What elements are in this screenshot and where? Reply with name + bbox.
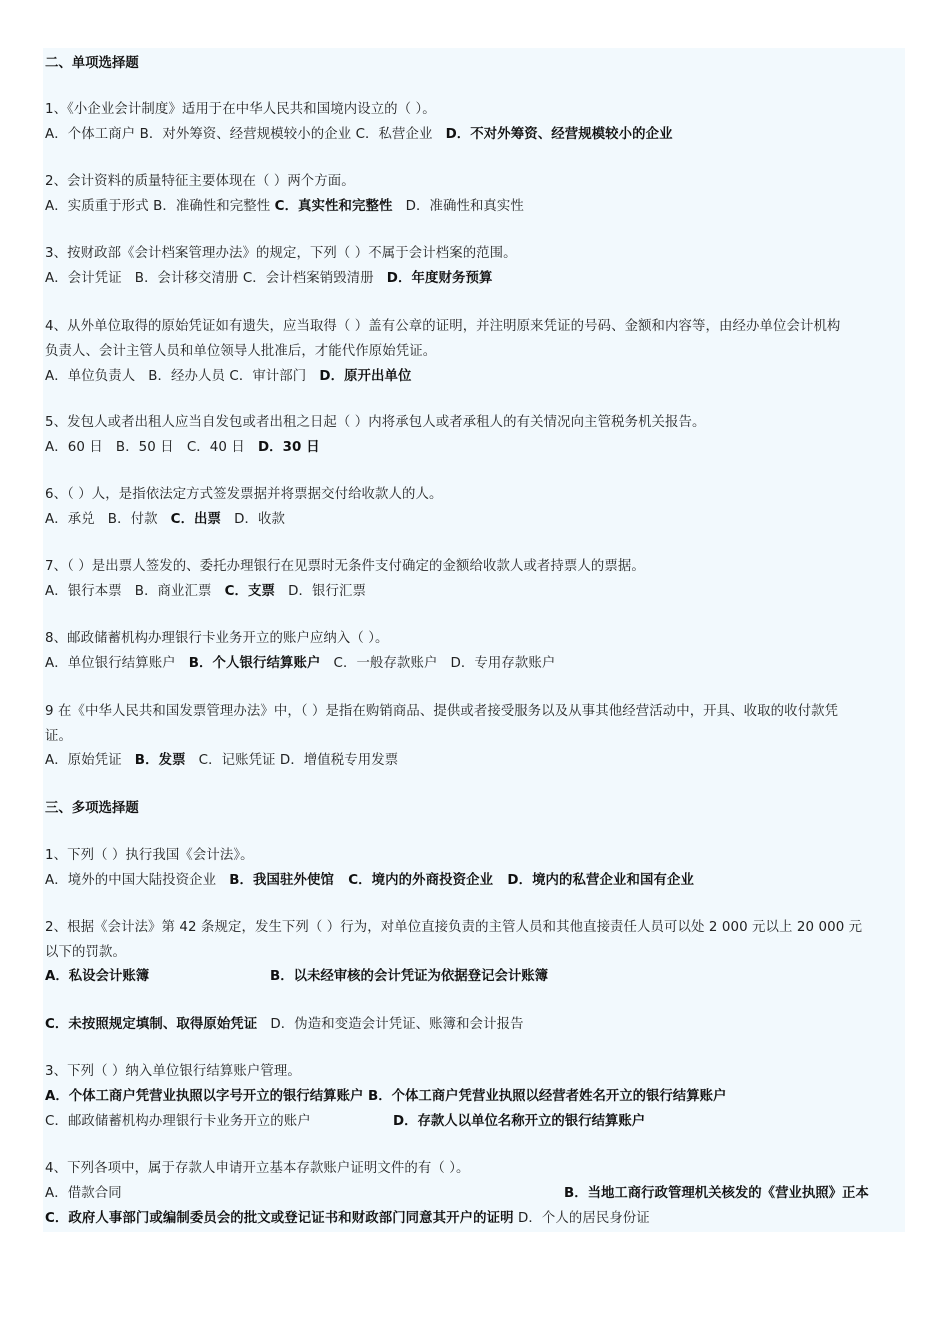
question-options xyxy=(45,1016,524,1034)
question-stem: 4、从外单位取得的原始凭证如有遗失，应当取得（ ）盖有公章的证明，并注明原来凭证的号码、金额和内容等，由经办单位会计机构 xyxy=(45,319,841,334)
option-text: D．30 日 xyxy=(257,440,320,455)
question-stem: 1、《小企业会计制度》适用于在中华人民共和国境内设立的（ ）。 xyxy=(45,102,436,117)
option-text: B．我国驻外使馆 C．境内的外商投资企业 D．境内的私营企业和国有企业 xyxy=(229,873,694,888)
option-text: C．记账凭证 D．增值税专用发票 xyxy=(185,753,399,768)
option-text: C．会计档案销毁清册 xyxy=(242,271,387,286)
option-text: C．私营企业 xyxy=(355,127,446,142)
option-text: C．一般存款账户 D．专用存款账户 xyxy=(320,656,556,671)
question-stem-continued: 证。 xyxy=(45,729,72,744)
option-text: B．个人银行结算账户 xyxy=(188,656,321,671)
question-options xyxy=(45,270,492,288)
option-text: A．单位银行结算账户 xyxy=(45,656,189,671)
question-options xyxy=(45,583,366,601)
question-stem: 6、（ ）人，是指依法定方式签发票据并将票据交付给收款人的人。 xyxy=(45,487,443,502)
option-text: A．境外的中国大陆投资企业 xyxy=(45,873,230,888)
question-options xyxy=(45,1210,650,1228)
option-text: D．伪造和变造会计凭证、账簿和会计报告 xyxy=(257,1017,524,1032)
option-text: A．单位负责人 B．经办人员 xyxy=(45,369,230,384)
option-text: C．审计部门 xyxy=(229,369,320,384)
question-stem: 4、下列各项中，属于存款人申请开立基本存款账户证明文件的有（ ）。 xyxy=(45,1161,470,1176)
option-text: B．准确性和完整性 xyxy=(153,199,275,214)
option-text: A．会计凭证 B．会计移交清册 xyxy=(45,271,243,286)
option-text: C．真实性和完整性 xyxy=(274,199,393,214)
option-c: C．邮政储蓄机构办理银行卡业务开立的账户 xyxy=(45,1114,311,1129)
question-options xyxy=(45,126,673,144)
question-stem: 2、会计资料的质量特征主要体现在（ ）两个方面。 xyxy=(45,174,355,189)
question-options xyxy=(45,511,285,529)
option-text: A．60 日 B．50 日 C．40 日 xyxy=(45,440,258,455)
option-text: C．未按照规定填制、取得原始凭证 xyxy=(45,1017,258,1032)
option-text: A．个体工商户 xyxy=(45,127,140,142)
question-stem-continued: 以下的罚款。 xyxy=(45,945,126,960)
option-text: C．出票 xyxy=(170,512,222,527)
question-stem: 1、下列（ ）执行我国《会计法》。 xyxy=(45,848,254,863)
option-text: A．承兑 B．付款 xyxy=(45,512,171,527)
question-options xyxy=(45,368,412,386)
option-a: A．借款合同 xyxy=(45,1186,122,1201)
option-text: C．支票 xyxy=(224,584,275,599)
question-stem: 9 在《中华人民共和国发票管理办法》中，（ ）是指在购销商品、提供或者接受服务以及从事其他经营活动中，开具、收取的收付款凭 xyxy=(45,704,839,719)
option-b: B．以未经审核的会计凭证为依据登记会计账簿 xyxy=(270,969,549,984)
options-line: A．个体工商户凭营业执照以字号开立的银行结算账户 B．个体工商户凭营业执照以经营者姓名开立的银行结算账户 xyxy=(45,1089,727,1104)
option-text: A．原始凭证 xyxy=(45,753,135,768)
option-text: B．对外筹资、经营规模较小的企业 xyxy=(139,127,356,142)
option-text: D．原开出单位 xyxy=(319,369,412,384)
question-stem: 8、邮政储蓄机构办理银行卡业务开立的账户应纳入（ ）。 xyxy=(45,631,389,646)
option-text: B．发票 xyxy=(134,753,186,768)
question-options xyxy=(45,872,694,890)
question-stem: 2、根据《会计法》第 42 条规定，发生下列（ ）行为，对单位直接负责的主管人员和其他直接责任人员可以处 2 000 元以上 20 000 元 xyxy=(45,920,863,935)
option-text: C．政府人事部门或编制委员会的批文或登记证书和财政部门同意其开户的证明 xyxy=(45,1211,514,1226)
question-stem: 7、（ ）是出票人签发的、委托办理银行在见票时无条件支付确定的金额给收款人或者持票人的票据。 xyxy=(45,559,645,574)
option-text: D．收款 xyxy=(221,512,285,527)
section-title: 三、多项选择题 xyxy=(45,801,139,816)
question-options xyxy=(45,439,320,457)
option-text: D．银行汇票 xyxy=(275,584,366,599)
option-text: D．个人的居民身份证 xyxy=(513,1211,650,1226)
question-options xyxy=(45,752,398,770)
option-a: A．私设会计账簿 xyxy=(45,969,150,984)
option-text: A．银行本票 B．商业汇票 xyxy=(45,584,225,599)
question-options xyxy=(45,655,555,673)
question-stem: 3、下列（ ）纳入单位银行结算账户管理。 xyxy=(45,1064,301,1079)
section-title: 二、单项选择题 xyxy=(45,56,139,71)
option-b: B．当地工商行政管理机关核发的《营业执照》正本 xyxy=(564,1186,869,1201)
option-text: D．准确性和真实性 xyxy=(392,199,524,214)
option-text: D．年度财务预算 xyxy=(386,271,493,286)
question-options xyxy=(45,198,524,216)
option-text: D．不对外筹资、经营规模较小的企业 xyxy=(445,127,673,142)
question-stem: 5、发包人或者出租人应当自发包或者出租之日起（ ）内将承包人或者承租人的有关情况向主管税务机关报告。 xyxy=(45,415,706,430)
question-stem: 3、按财政部《会计档案管理办法》的规定，下列（ ）不属于会计档案的范围。 xyxy=(45,246,517,261)
question-stem-continued: 负责人、会计主管人员和单位领导人批准后，才能代作原始凭证。 xyxy=(45,344,437,359)
option-text: A．实质重于形式 xyxy=(45,199,154,214)
option-d: D．存款人以单位名称开立的银行结算账户 xyxy=(393,1114,646,1129)
